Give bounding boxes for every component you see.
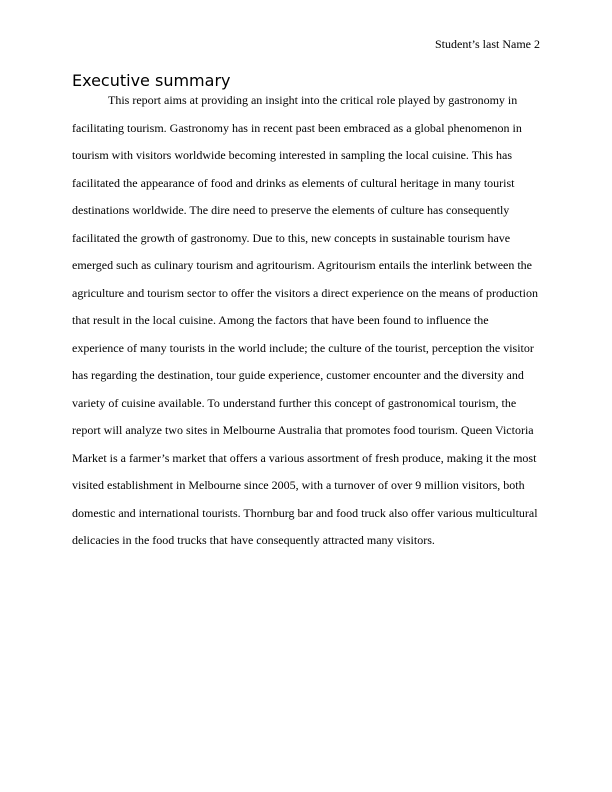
paragraph-line: facilitated the growth of gastronomy. Due to this, new concepts in sustainable tourism have <box>72 230 511 245</box>
paragraph-line: facilitated the appearance of food and drinks as elements of cultural heritage in many tourist <box>72 175 515 190</box>
paragraph-line: tourism with visitors worldwide becoming interested in sampling the local cuisine. This has <box>72 148 513 162</box>
running-head: Student’s last Name 2 <box>435 37 540 51</box>
paragraph-line: destinations worldwide. The dire need to preserve the elements of culture has consequently <box>72 203 510 217</box>
paragraph-line: facilitating tourism. Gastronomy has in recent past been embraced as a global phenomenon in <box>72 120 522 135</box>
paragraph-line: visited establishment in Melbourne since 2005, with a turnover of over 9 million visitors, both <box>72 478 525 492</box>
paragraph-line: that result in the local cuisine. Among the factors that have been found to influence the <box>72 313 489 327</box>
paragraph-line: agriculture and tourism sector to offer the visitors a direct experience on the means of production <box>72 285 538 300</box>
paragraph-line: emerged such as culinary tourism and agritourism. Agritourism entails the interlink between the <box>72 258 533 272</box>
paragraph-line: report will analyze two sites in Melbourne Australia that promotes food tourism. Queen Victoria <box>72 423 534 437</box>
paragraph-line: Market is a farmer’s market that offers a various assortment of fresh produce, making it the most <box>72 450 537 465</box>
paragraph-line: delicacies in the food trucks that have consequently attracted many visitors. <box>72 533 435 547</box>
paragraph-line: This report aims at providing an insight into the critical role played by gastronomy in <box>108 93 518 107</box>
paragraph-line: domestic and international tourists. Thornburg bar and food truck also offer various multicultural <box>72 505 538 520</box>
paragraph-line: variety of cuisine available. To understand further this concept of gastronomical tourism, the <box>72 395 517 410</box>
section-heading: Executive summary <box>72 71 231 90</box>
paragraph-line: experience of many tourists in the world include; the culture of the tourist, perception the visitor <box>72 340 534 355</box>
summary-paragraph <box>72 89 540 557</box>
paragraph-line: has regarding the destination, tour guide experience, customer encounter and the diversity and <box>72 368 524 382</box>
